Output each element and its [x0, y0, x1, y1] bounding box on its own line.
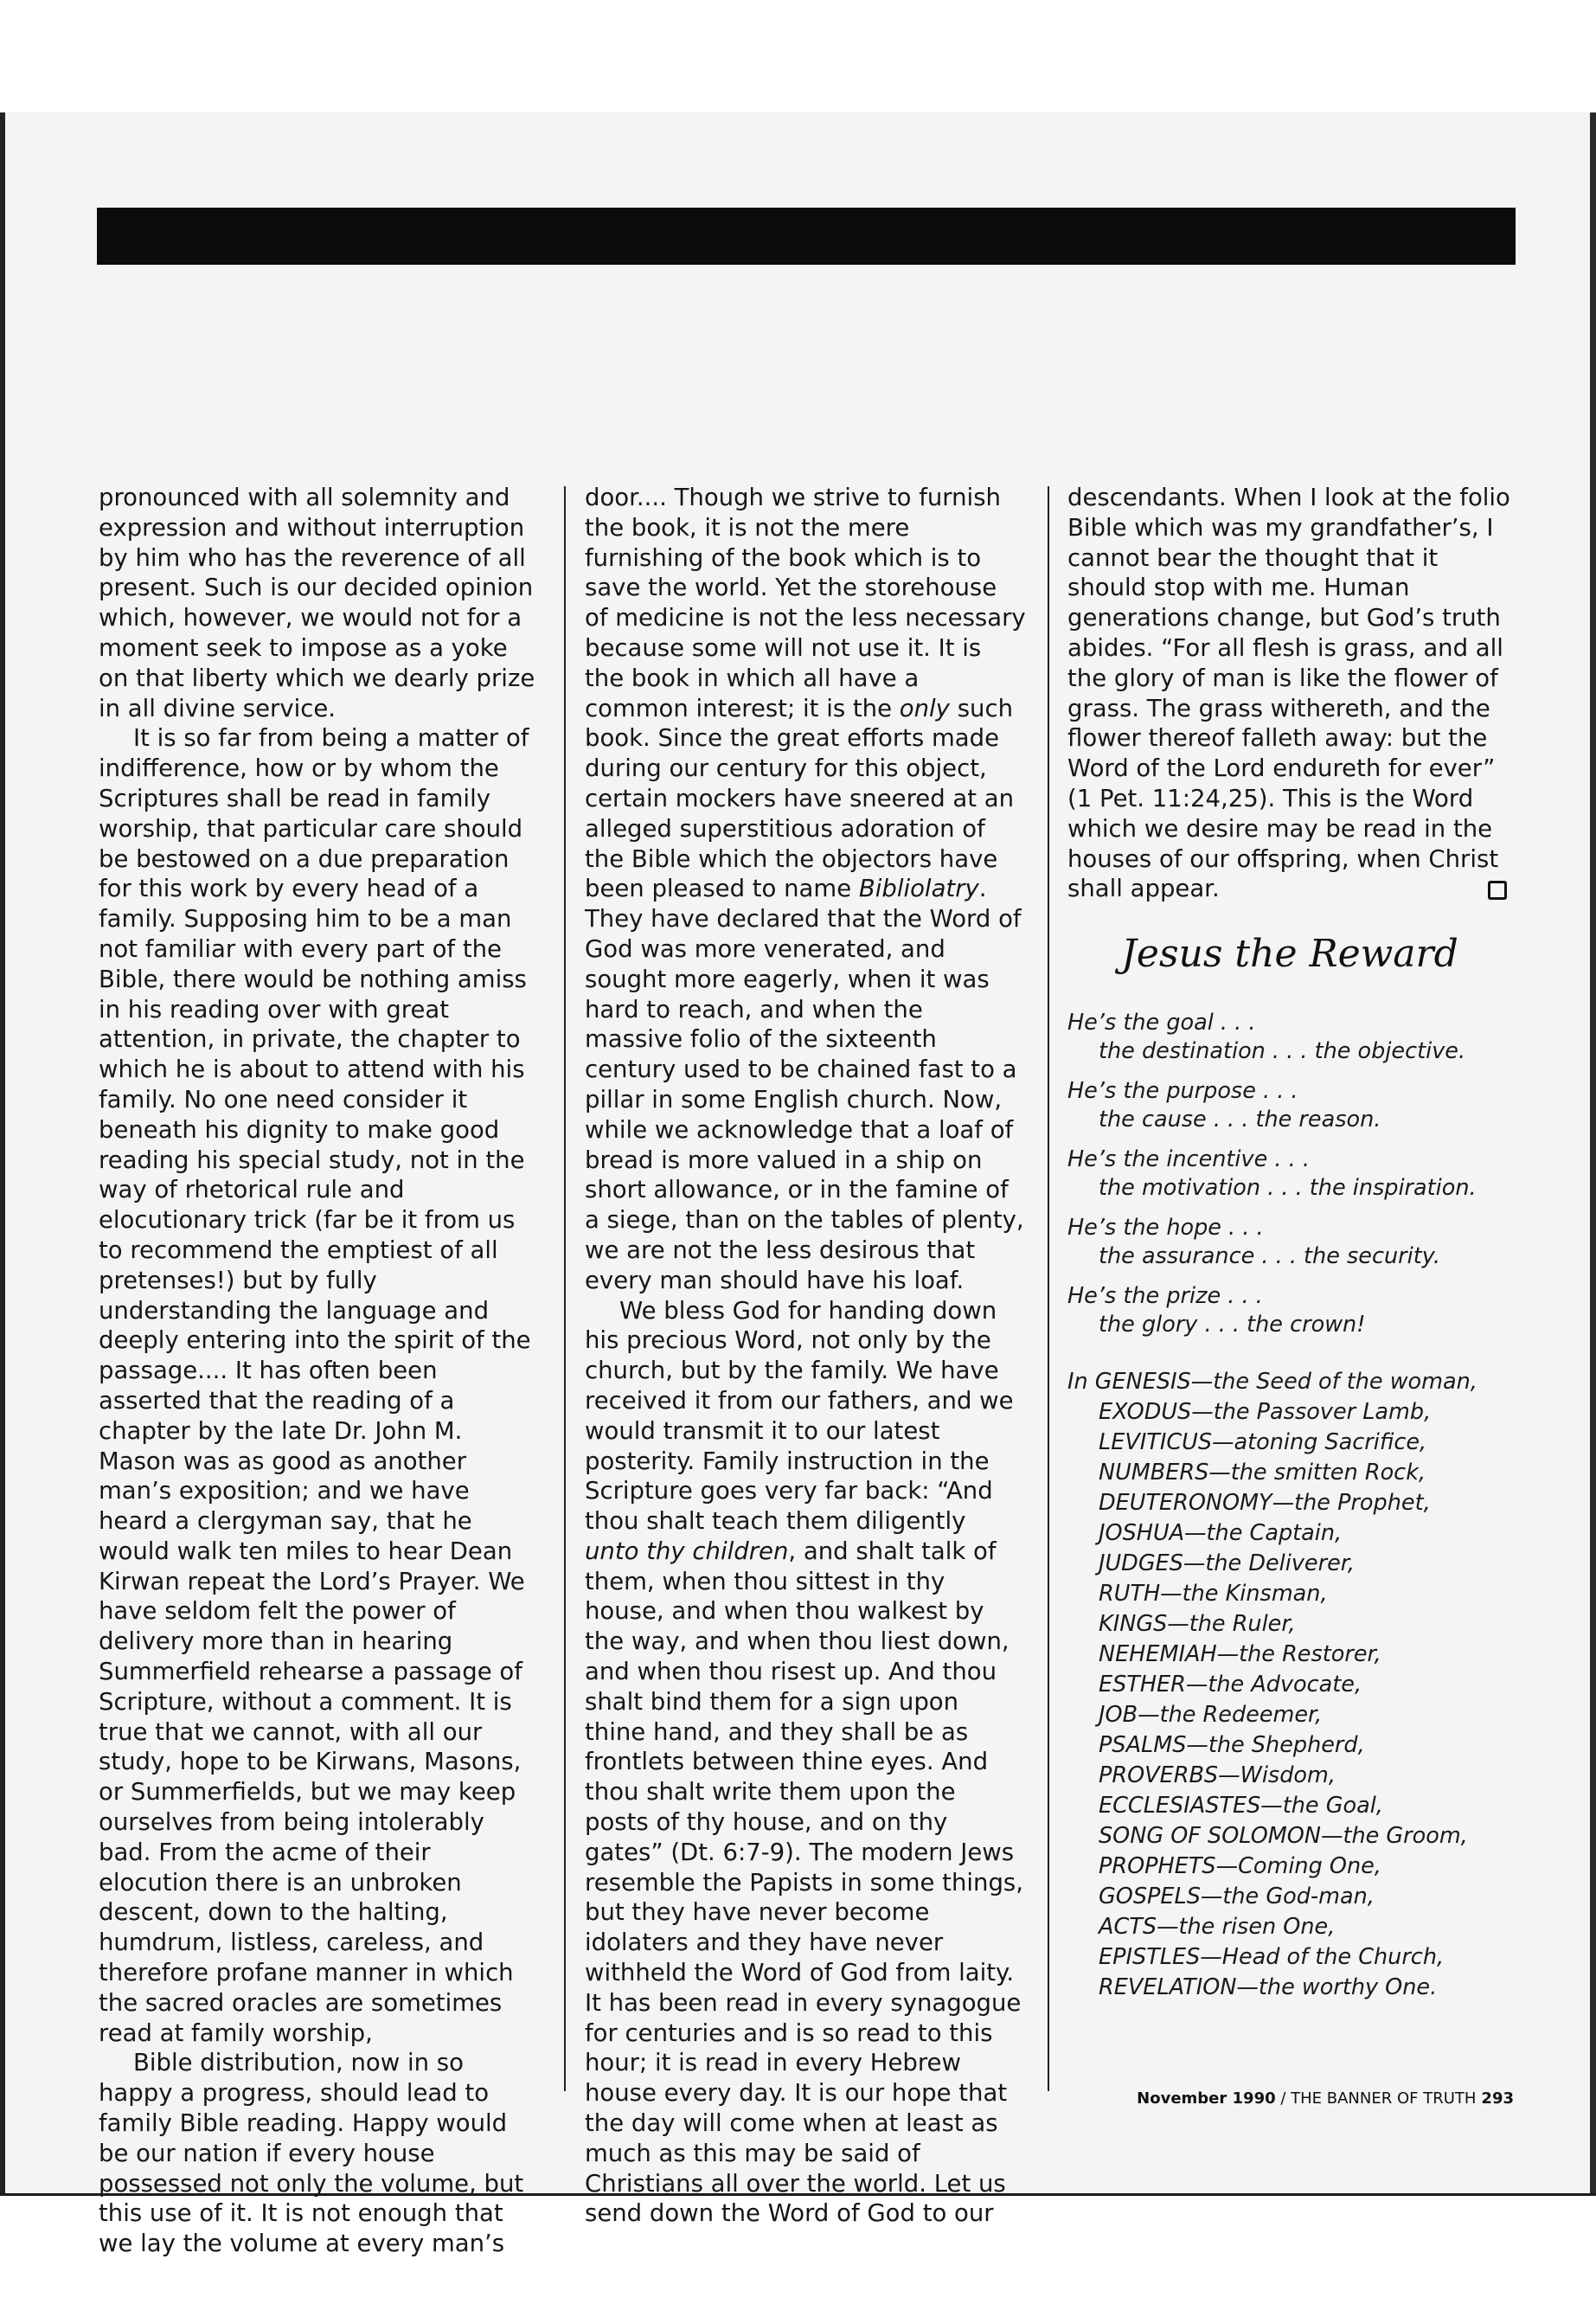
page-footer — [1081, 2089, 1514, 2109]
book-line: RUTH—the Kinsman, — [1099, 1581, 1328, 1607]
book-line: ESTHER—the Advocate, — [1099, 1672, 1362, 1698]
paragraph: Bible distribution, now in so happy a progress, should lead to family Bible reading. Happy would be our nation if every house possessed not only the volume, but this use of it. It is not enough that we lay the volume at every man’s — [99, 2049, 524, 2258]
book-line: PROVERBS—Wisdom, — [1099, 1762, 1336, 1788]
book-line: JOSHUA—the Captain, — [1099, 1520, 1343, 1546]
page-scan-edge-right — [1590, 112, 1596, 2193]
footer-separator: / — [1275, 2089, 1292, 2108]
column-divider — [1048, 486, 1049, 2091]
bible-books-list — [1067, 1367, 1569, 2003]
text-run: descendants. When I look at the folio Bible which was my grandfather’s, I cannot bear the thought that it should stop with me. Human generations change, but God’s truth abides. “For all flesh is grass, and all the glory of man is like the flower of grass. The grass withereth, and the flower thereof falleth away: but the Word of the Lord endureth for ever” (1 Pet. 11:24,25). This is the Word which we desire may be read in the houses of our offspring, when Christ shall appear. — [1067, 484, 1510, 903]
stanza-line: He’s the hope . . . — [1067, 1214, 1264, 1241]
text-run: , and shalt talk of them, when thou sittest in thy house, and when thou walkest by the way, and when thou liest down, and when thou risest up. And thou shalt bind them for a sign upon thine hand, and they shall be as frontlets between thine eyes. And thou shalt write them upon the posts of thy house, and on thy gates” (Dt. 6:7-9). The modern Jews resemble the Papists in some things, but they have never become idolaters and they have never withheld the Word of God from laity. It has been read in every synagogue for centuries and is so read to this hour; it is read in every Hebrew house every day. It is our hope that the day will come when at least as much as this may be said of Christians all over the world. Let us send down the Word of God to our — [585, 1537, 1023, 2228]
poem-stanza — [1067, 1146, 1552, 1203]
poem-stanza — [1067, 1282, 1552, 1339]
stanza-line: the motivation . . . the inspiration. — [1099, 1175, 1477, 1202]
text-run: such book. Since the great efforts made during our century for this object, certain mockers have sneered at an alleged superstitious adoration of the Bible which the objectors have been pleased to name — [585, 694, 1015, 903]
text-run: We bless God for handing down his precious Word, not only by the church, but by the family. We have received it from our fathers, and we would transmit it to our latest posterity. Family instruction in the Scripture goes very far back: “And thou shalt teach them diligently — [585, 1296, 1014, 1536]
page-scan-edge-left — [0, 112, 5, 2193]
book-line: NUMBERS—the smitten Rock, — [1099, 1460, 1426, 1486]
stanza-line: He’s the goal . . . — [1067, 1010, 1256, 1036]
poem-title: Jesus the Reward — [1121, 932, 1458, 976]
book-line: ACTS—the risen One, — [1099, 1914, 1336, 1940]
emphasis-text: only — [899, 694, 950, 722]
paragraph — [1067, 483, 1512, 904]
book-line: In GENESIS—the Seed of the woman, — [1067, 1369, 1477, 1395]
header-black-bar — [97, 208, 1516, 265]
book-line: GOSPELS—the God-man, — [1099, 1884, 1375, 1909]
book-line: ECCLESIASTES—the Goal, — [1099, 1793, 1383, 1819]
book-line: LEVITICUS—atoning Sacrifice, — [1099, 1429, 1427, 1455]
stanza-line: the cause . . . the reason. — [1099, 1107, 1381, 1133]
page-number: 293 — [1481, 2089, 1514, 2108]
column-divider — [564, 486, 566, 2091]
book-line: SONG OF SOLOMON—the Groom, — [1099, 1823, 1468, 1849]
paragraph — [585, 483, 1026, 1296]
poem-stanza — [1067, 1077, 1552, 1134]
stanza-line: the glory . . . the crown! — [1099, 1311, 1366, 1338]
poem-stanza — [1067, 1009, 1552, 1066]
poem-stanza — [1067, 1214, 1552, 1271]
emphasis-text: unto thy children — [585, 1537, 789, 1565]
book-line: JUDGES—the Deliverer, — [1099, 1550, 1356, 1576]
stanza-line: the assurance . . . the security. — [1099, 1242, 1440, 1269]
paragraph: It is so far from being a matter of indifference, how or by whom the Scriptures shall be read in family worship, that particular care should be bestowed on a due preparation for this work by every head of a family. Supposing him to be a man not familiar with every part of the Bible, there would be nothing amiss in his reading over with great attention, in private, the chapter to which he is about to attend with his family. No one need consider it beneath his dignity to make good reading his special study, not in the way of rhetorical rule and elocutionary trick (far be it from us to recommend the emptiest of all pretenses!) but by fully understanding the language and deeply entering into the spirit of the passage.... It has often been asserted that the reading of a chapter by the late Dr. John M. Mason was as good as another man’s exposition; and we have heard a clergyman say, that he would walk ten miles to hear Dean Kirwan repeat the Lord’s Prayer. We have seldom felt the power of delivery more than in hearing Summerfield rehearse a passage of Scripture, without a comment. It is true that we cannot, with all our study, hope to be Kirwans, Masons, or Summerfields, but we may keep ourselves from being intolerably bad. From the acme of their elocution there is an unbroken descent, down to the halting, humdrum, listless, careless, and therefore profane manner in which the sacred oracles are sometimes read at family worship, — [99, 724, 531, 2047]
page-top-margin — [0, 0, 1596, 112]
text-run: door.... Though we strive to furnish the book, it is not the mere furnishing of the book which is to save the world. Yet the storehouse of medicine is not the less necessary because some will not use it. It is the book in which all have a common interest; it is the — [585, 484, 1026, 722]
text-column-2 — [585, 483, 1026, 2229]
book-line: PROPHETS—Coming One, — [1099, 1853, 1381, 1879]
book-line: JOB—the Redeemer, — [1099, 1702, 1323, 1728]
book-line: EXODUS—the Passover Lamb, — [1099, 1399, 1432, 1425]
book-line: NEHEMIAH—the Restorer, — [1099, 1641, 1381, 1667]
stanza-line: He’s the incentive . . . — [1067, 1146, 1310, 1172]
text-column-1 — [99, 483, 540, 2259]
stanza-line: He’s the purpose . . . — [1067, 1077, 1298, 1104]
text-column-3 — [1067, 483, 1512, 904]
book-line: REVELATION—the worthy One. — [1099, 1974, 1438, 2000]
book-line: KINGS—the Ruler, — [1099, 1611, 1296, 1637]
stanza-line: the destination . . . the objective. — [1099, 1038, 1466, 1065]
emphasis-text: Bibliolatry — [858, 875, 979, 903]
footer-publication: THE BANNER OF TRUTH — [1291, 2089, 1477, 2108]
footer-date: November 1990 — [1137, 2089, 1276, 2108]
book-line: DEUTERONOMY—the Prophet, — [1099, 1490, 1431, 1516]
end-of-article-box-icon — [1488, 881, 1507, 900]
poem-stanzas — [1067, 1009, 1552, 1351]
text-run: . They have declared that the Word of God was more venerated, and sought more eagerly, when it was hard to reach, and when the massive folio of the sixteenth century used to be chained fast to a pillar in some English church. Now, while we acknowledge that a loaf of bread is more valued in a ship on short allowance, or in the famine of a siege, than on the tables of plenty, we are not the less desirous that every man should have his loaf. — [585, 875, 1024, 1294]
book-line: EPISTLES—Head of the Church, — [1099, 1944, 1445, 1970]
stanza-line: He’s the prize . . . — [1067, 1282, 1263, 1309]
paragraph — [585, 1296, 1026, 2230]
book-line: PSALMS—the Shepherd, — [1099, 1732, 1365, 1758]
paragraph: pronounced with all solemnity and expression and without interruption by him who has the reverence of all present. Such is our decided opinion which, however, we would not for a moment seek to impose as a yoke on that liberty which we dearly prize in all divine service. — [99, 484, 535, 722]
